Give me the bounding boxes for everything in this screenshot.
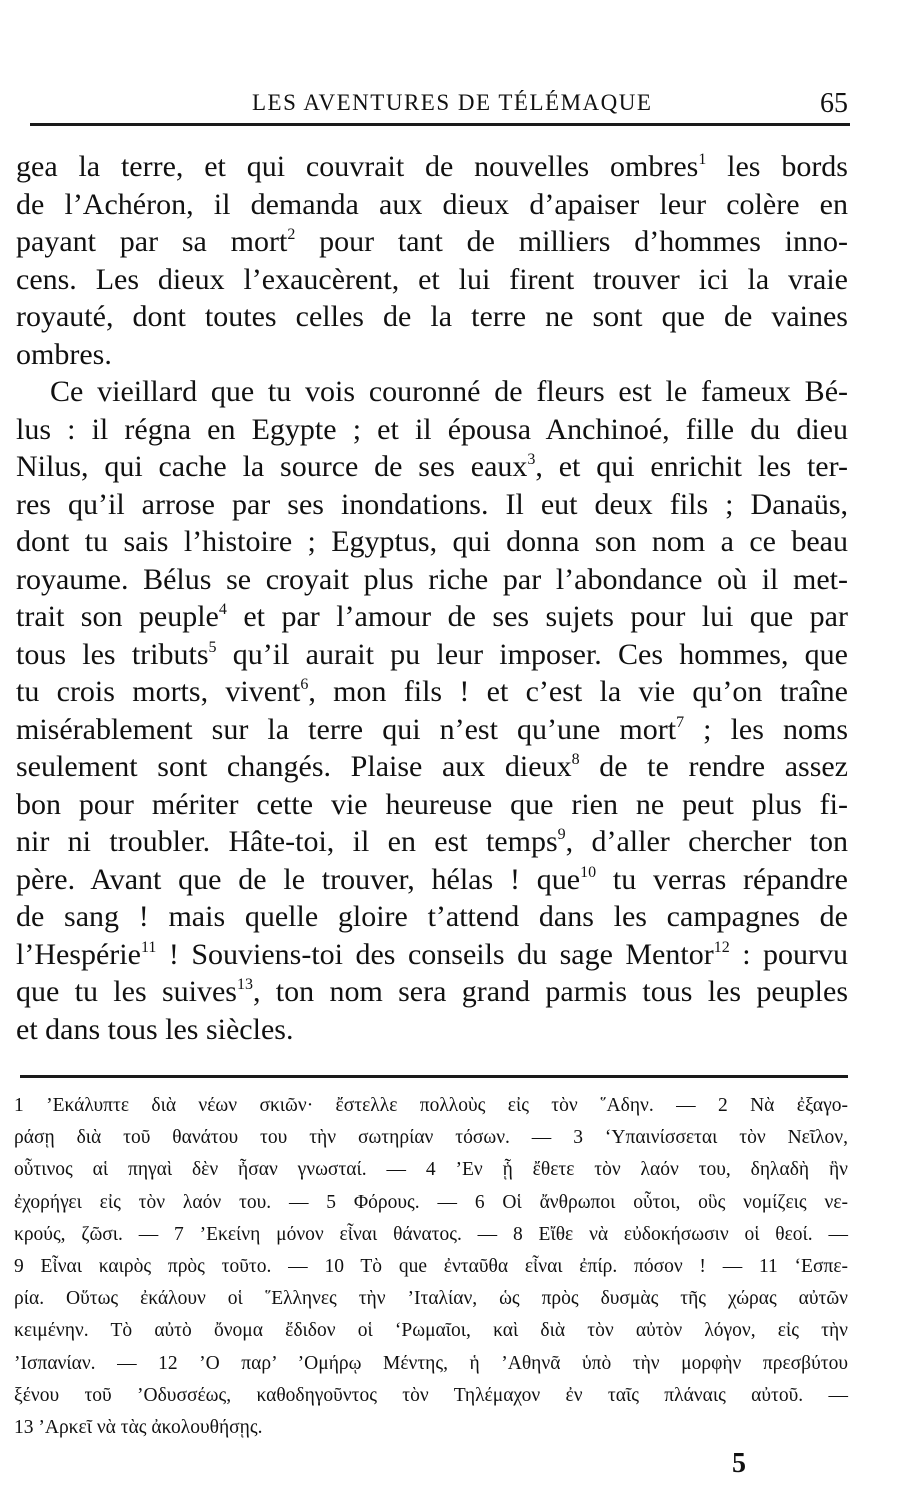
header-rule [30,123,850,126]
footnote-line: ρία. Οὕτως ἐκάλουν οἱ ῞Ελληνες τὴν ’Ιταλίαν, ὡς πρὸς δυσμὰς τῆς χώρας αὐτῶν [14,1288,848,1310]
text-run: , et qui enrichit les ter- [535,450,848,483]
text-run: : pourvu [729,937,849,971]
text-line [16,636,848,674]
text-run: cens. Les dieux l’exaucèrent, et lui firent trouver ici la vraie [16,262,848,296]
footnote-line: ράσῃ διὰ τοῦ θανάτου του τὴν σωτηρίαν τόσων. — 3 ‘Υπαινίσσεται τὸν Νεῖλον, [14,1127,848,1149]
footnote-ref: 11 [140,938,157,956]
footnote-line: 1 ’Εκάλυπτε διὰ νέων σκιῶν· ἔστελλε πολλοὺς εἰς τὸν ῞Αδην. — 2 Νὰ ἐξαγο- [14,1095,848,1116]
main-text [16,148,848,1048]
text-line [16,223,848,261]
text-run: bon pour mériter cette vie heureuse que rien ne peut plus fi- [16,787,848,821]
text-run: père. Avant que de le trouver, hélas ! que [16,862,581,896]
footnote-line: 9 Εἶναι καιρὸς πρὸς τοῦτο. — 10 Τὸ que ἐνταῦθα εἶναι ἐπίρ. πόσον ! — 11 ‘Εσπε- [14,1255,848,1277]
text-line [16,298,848,336]
text-run: nir ni troubler. Hâte-toi, il en est temps [16,825,558,858]
footnote-ref: 5 [208,638,217,656]
footnote-line: 13 ’Αρκεῖ νὰ τὰς ἀκολουθήσῃς. [14,1416,263,1438]
running-title: LES AVENTURES DE TÉLÉMAQUE [252,90,653,115]
text-line [16,898,848,936]
text-run: ! Souviens-toi des conseils du sage Mentor [156,937,714,971]
text-line [16,261,848,299]
text-run: seulement sont changés. Plaise aux dieux [16,750,572,783]
text-run: Ce vieillard que tu vois couronné de fleurs est le fameux Bé- [50,375,848,408]
text-run: dont tu sais l’histoire ; Egyptus, qui donna son nom a ce beau [16,525,848,558]
footnote-rule [20,1075,848,1078]
text-line [16,373,848,411]
text-run: Nilus, qui cache la source de ses eaux [16,450,528,483]
footnote-ref: 9 [557,826,566,843]
footnote-ref: 4 [218,601,227,618]
text-line [16,186,848,224]
text-run: ombres. [16,337,112,371]
text-run: qu’il aurait pu leur imposer. Ces hommes, que [216,637,848,671]
text-run: tu crois morts, vivent [16,675,301,708]
footnote-ref: 2 [287,226,296,243]
text-run: royaume. Bélus se croyait plus riche par l’abondance où il met- [16,562,848,596]
text-line [16,486,848,524]
footnote-ref: 10 [580,863,597,881]
text-line [16,711,848,749]
signature-mark: 5 [732,1448,746,1479]
text-line [16,786,848,824]
text-run: , mon fils ! et c’est la vie qu’on traîne [308,675,848,708]
text-run: ; les noms [684,712,849,746]
text-line [16,598,848,636]
text-run: royauté, dont toutes celles de la terre ne sont que de vaines [16,300,848,333]
text-run: payant par sa mort [16,225,288,258]
text-run: et dans tous les siècles. [16,1012,294,1046]
text-run: tous les tributs [16,637,209,671]
text-run: , ton nom sera grand parmis tous les peuples [252,975,848,1008]
footnote-line: ἐχορήγει εἰς τὸν λαόν του. — 5 Φόρους. — 6 Οἱ ἄνθρωποι οὗτοι, οὓς νομίζεις νε- [14,1191,848,1213]
text-run: misérablement sur la terre qui n’est qu’une mort [16,712,677,746]
footnote-ref: 13 [236,976,253,993]
footnote-ref: 3 [527,451,536,468]
footnote-ref: 6 [300,676,309,693]
text-line [16,861,848,899]
text-run: gea la terre, et qui couvrait de nouvelles ombres [16,150,699,183]
footnote-line: οὗτινος αἱ πηγαὶ δὲν ἦσαν γνωσταί. — 4 ’Εν ᾗ ἔθετε τὸν λαόν του, δηλαδὴ ἣν [14,1159,848,1181]
text-run: de l’Achéron, il demanda aux dieux d’apaiser leur colère en [16,187,848,221]
text-line [16,1011,848,1049]
footnote-line: ξένου τοῦ ’Οδυσσέως, καθοδηγοῦντος τὸν Τηλέμαχον ἐν ταῖς πλάναις αὐτοῦ. — [14,1384,848,1406]
footnotes [14,1090,848,1444]
footnote-ref: 12 [713,938,730,956]
text-line [16,973,848,1011]
footnote-ref: 8 [571,751,580,768]
text-line [16,148,848,186]
text-line [16,748,848,786]
text-run: de te rendre assez [579,750,848,783]
text-run: pour tant de milliers d’hommes inno- [295,225,849,258]
text-run: trait son peuple [16,600,219,633]
footnote-ref: 1 [698,151,707,168]
text-line [16,523,848,561]
footnote-line: κρούς, ζῶσι. — 7 ’Εκείνη μόνον εἶναι θάνατος. — 8 Εἴθε νὰ εὐδοκήσωσιν οἱ θεοί. — [14,1223,848,1245]
running-head [30,88,850,124]
text-run: de sang ! mais quelle gloire t’attend dans les campagnes de [16,900,848,933]
page-number: 65 [820,88,848,119]
text-line [16,561,848,599]
footnote-line: κειμένην. Τὸ αὐτὸ ὄνομα ἔδιδον οἱ ‘Ρωμαῖοι, καὶ διὰ τὸν αὐτὸν λόγον, εἰς τὴν [14,1320,848,1342]
footnote-ref: 7 [676,713,685,731]
footnote-line: ’Ισπανίαν. — 12 ’Ο παρ’ ’Ομήρῳ Μέντης, ἡ ’Αθηνᾶ ὑπὸ τὴν μορφὴν πρεσβύτου [14,1352,848,1374]
text-line [16,448,848,486]
text-line [16,673,848,711]
text-run: les bords [706,150,848,183]
text-run: et par l’amour de ses sujets pour lui que par [226,600,848,633]
text-run: , d’aller chercher ton [565,825,849,858]
text-line [16,336,848,374]
text-line [16,411,848,449]
text-run: l’Hespérie [16,937,141,971]
text-line [16,936,848,974]
text-run: lus : il régna en Egypte ; et il épousa Anchinoé, fille du dieu [16,412,848,446]
text-run: tu verras répandre [596,862,848,896]
text-run: res qu’il arrose par ses inondations. Il eut deux fils ; Danaüs, [16,487,848,521]
text-line [16,823,848,861]
text-run: que tu les suives [16,975,237,1008]
